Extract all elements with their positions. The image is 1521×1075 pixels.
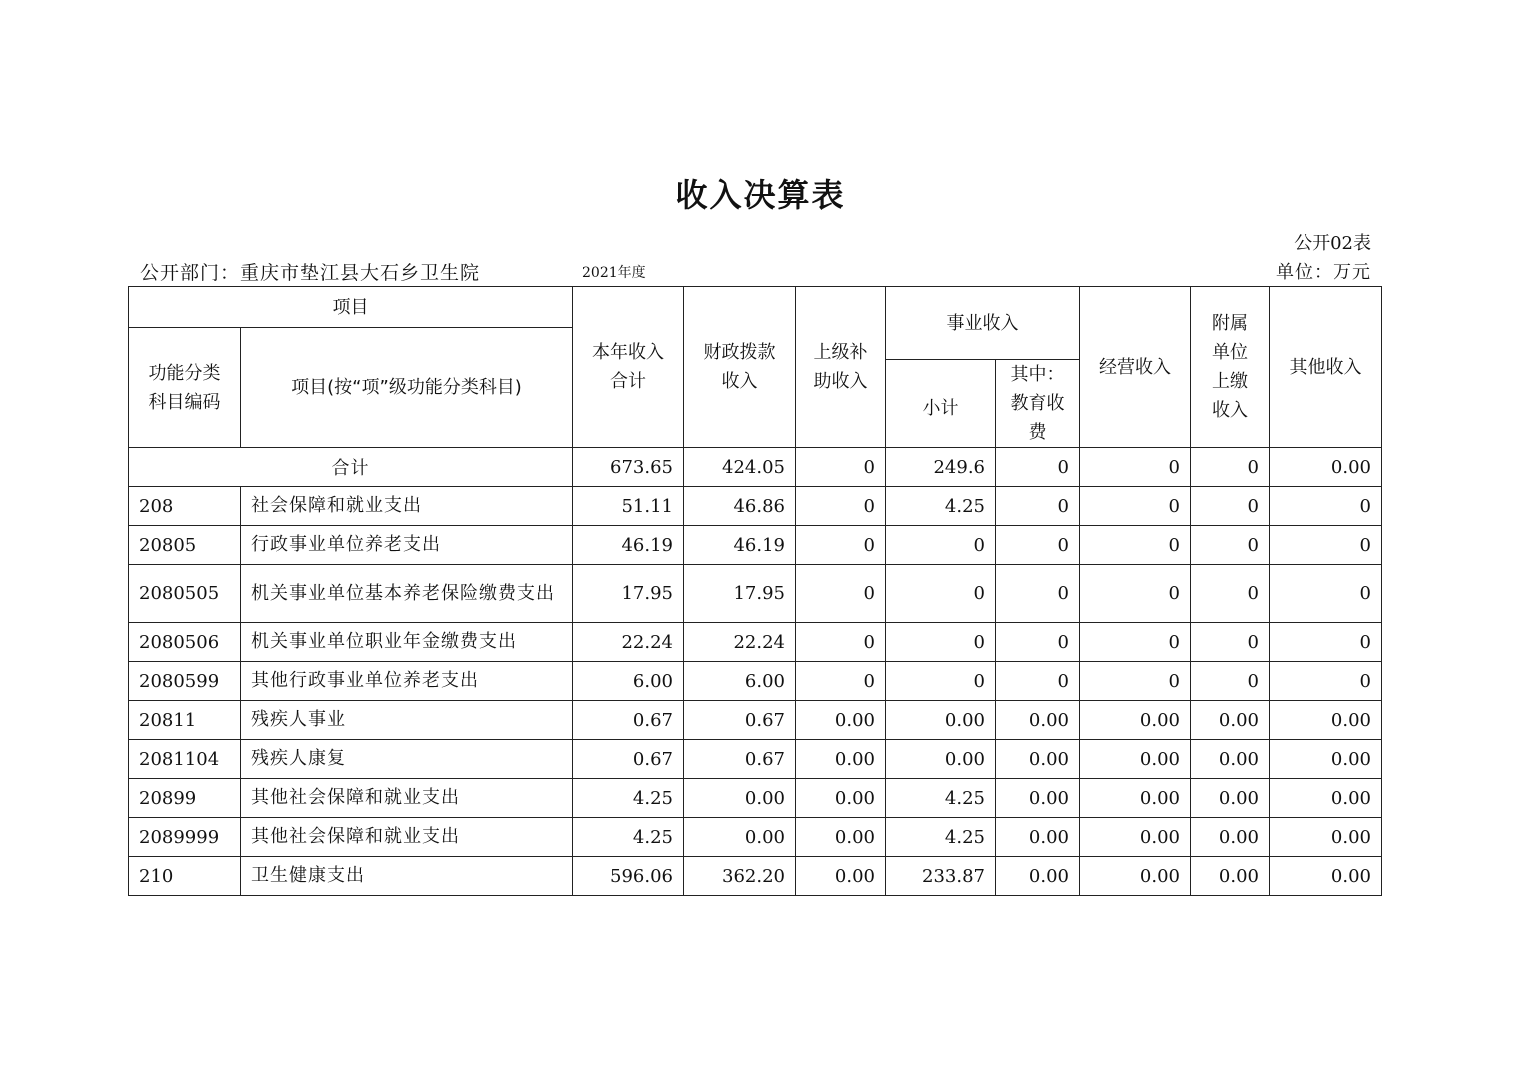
cell: 0 <box>1080 526 1191 565</box>
cell: 0 <box>996 526 1080 565</box>
cell: 0 <box>796 662 886 701</box>
cell: 0.00 <box>996 740 1080 779</box>
cell: 0.00 <box>996 818 1080 857</box>
form-number: 公开02表 <box>1294 233 1371 254</box>
cell: 0 <box>1270 565 1382 623</box>
cell: 0.00 <box>684 779 796 818</box>
cell: 22.24 <box>684 623 796 662</box>
cell: 0.00 <box>796 740 886 779</box>
cell: 4.25 <box>886 487 996 526</box>
cell: 0 <box>1270 662 1382 701</box>
cell: 0 <box>1191 448 1270 487</box>
cell: 0 <box>1270 487 1382 526</box>
header-superior-subsidy: 上级补助收入 <box>796 287 886 448</box>
row-code: 2080599 <box>129 662 241 701</box>
row-code: 2081104 <box>129 740 241 779</box>
table-row <box>129 623 1382 662</box>
cell: 4.25 <box>573 818 684 857</box>
cell: 424.05 <box>684 448 796 487</box>
cell: 0 <box>996 662 1080 701</box>
cell: 0 <box>796 565 886 623</box>
header-project: 项目 <box>129 287 573 328</box>
cell: 0 <box>996 565 1080 623</box>
table-row <box>129 701 1382 740</box>
unit-label: 单位：万元 <box>1276 262 1371 283</box>
cell: 0.00 <box>1080 818 1191 857</box>
cell: 0 <box>886 565 996 623</box>
cell: 0 <box>1191 662 1270 701</box>
cell: 0 <box>996 487 1080 526</box>
cell: 0.67 <box>684 701 796 740</box>
row-code: 2089999 <box>129 818 241 857</box>
cell: 46.86 <box>684 487 796 526</box>
cell: 249.6 <box>886 448 996 487</box>
cell: 17.95 <box>573 565 684 623</box>
cell: 0.00 <box>1191 818 1270 857</box>
cell: 0.00 <box>796 857 886 896</box>
page-title: 收入决算表 <box>675 176 846 214</box>
cell: 0 <box>796 487 886 526</box>
cell: 0.67 <box>573 701 684 740</box>
cell: 0.00 <box>1191 779 1270 818</box>
cell: 0 <box>1191 565 1270 623</box>
cell: 0.00 <box>796 779 886 818</box>
header-operating-income: 经营收入 <box>1080 287 1191 448</box>
table-row <box>129 526 1382 565</box>
cell: 0 <box>1080 565 1191 623</box>
cell: 0.00 <box>1191 857 1270 896</box>
row-code: 20811 <box>129 701 241 740</box>
row-name: 其他社会保障和就业支出 <box>241 818 573 857</box>
row-name: 残疾人康复 <box>241 740 573 779</box>
cell: 673.65 <box>573 448 684 487</box>
cell: 6.00 <box>684 662 796 701</box>
cell: 6.00 <box>573 662 684 701</box>
cell: 0 <box>1080 487 1191 526</box>
cell: 0.00 <box>1191 701 1270 740</box>
row-name: 卫生健康支出 <box>241 857 573 896</box>
header-item-name: 项目(按“项”级功能分类科目) <box>241 328 573 448</box>
row-name: 其他行政事业单位养老支出 <box>241 662 573 701</box>
cell: 4.25 <box>886 779 996 818</box>
table-row <box>129 487 1382 526</box>
cell: 0.00 <box>1270 857 1382 896</box>
cell: 0.00 <box>996 701 1080 740</box>
header-other-income: 其他收入 <box>1270 287 1382 448</box>
cell: 0.00 <box>996 779 1080 818</box>
cell: 22.24 <box>573 623 684 662</box>
row-name: 其他社会保障和就业支出 <box>241 779 573 818</box>
cell: 4.25 <box>573 779 684 818</box>
cell: 0.00 <box>1080 857 1191 896</box>
fiscal-year: 2021年度 <box>582 265 646 281</box>
cell: 0 <box>1270 526 1382 565</box>
header-business-income: 事业收入 <box>886 287 1080 360</box>
cell: 46.19 <box>684 526 796 565</box>
cell: 0.00 <box>1080 740 1191 779</box>
cell: 0 <box>1080 662 1191 701</box>
row-code: 2080506 <box>129 623 241 662</box>
cell: 0.00 <box>1270 740 1382 779</box>
row-name: 机关事业单位职业年金缴费支出 <box>241 623 573 662</box>
cell: 0 <box>1191 623 1270 662</box>
cell: 0 <box>796 448 886 487</box>
cell: 362.20 <box>684 857 796 896</box>
table-row <box>129 565 1382 623</box>
cell: 0.00 <box>1270 701 1382 740</box>
cell: 0.00 <box>1080 779 1191 818</box>
table-row <box>129 662 1382 701</box>
cell: 0 <box>796 623 886 662</box>
cell: 0.00 <box>886 701 996 740</box>
department-label: 公开部门：重庆市垫江县大石乡卫生院 <box>140 262 481 284</box>
row-name: 机关事业单位基本养老保险缴费支出 <box>241 565 573 623</box>
row-code: 210 <box>129 857 241 896</box>
total-label: 合计 <box>129 448 573 487</box>
total-row <box>129 448 1382 487</box>
cell: 0.00 <box>796 818 886 857</box>
cell: 0.00 <box>1270 818 1382 857</box>
cell: 0.00 <box>886 740 996 779</box>
cell: 596.06 <box>573 857 684 896</box>
header-function-code: 功能分类科目编码 <box>129 328 241 448</box>
cell: 0.00 <box>1080 701 1191 740</box>
cell: 0.67 <box>573 740 684 779</box>
cell: 17.95 <box>684 565 796 623</box>
table-row <box>129 740 1382 779</box>
header-subtotal: 小计 <box>886 360 996 448</box>
cell: 0 <box>796 526 886 565</box>
cell: 0.00 <box>1270 448 1382 487</box>
table-row <box>129 818 1382 857</box>
header-education-fee: 其中：教育收费 <box>996 360 1080 448</box>
cell: 0 <box>996 623 1080 662</box>
cell: 0 <box>1191 526 1270 565</box>
row-name: 社会保障和就业支出 <box>241 487 573 526</box>
cell: 0 <box>996 448 1080 487</box>
cell: 0 <box>886 623 996 662</box>
cell: 0.00 <box>1270 779 1382 818</box>
table-row <box>129 857 1382 896</box>
cell: 0 <box>886 662 996 701</box>
cell: 46.19 <box>573 526 684 565</box>
row-code: 2080505 <box>129 565 241 623</box>
cell: 51.11 <box>573 487 684 526</box>
cell: 0.00 <box>684 818 796 857</box>
table-row <box>129 779 1382 818</box>
cell: 233.87 <box>886 857 996 896</box>
cell: 0 <box>1080 623 1191 662</box>
row-code: 208 <box>129 487 241 526</box>
header-affiliated-income: 附属单位上缴收入 <box>1191 287 1270 448</box>
income-table <box>128 286 1382 896</box>
header-fiscal-appropriation: 财政拨款收入 <box>684 287 796 448</box>
cell: 0 <box>1191 487 1270 526</box>
row-name: 行政事业单位养老支出 <box>241 526 573 565</box>
cell: 0.00 <box>1191 740 1270 779</box>
cell: 0 <box>886 526 996 565</box>
cell: 0.00 <box>996 857 1080 896</box>
header-total-income: 本年收入合计 <box>573 287 684 448</box>
cell: 0.67 <box>684 740 796 779</box>
cell: 0 <box>1270 623 1382 662</box>
row-code: 20899 <box>129 779 241 818</box>
cell: 0.00 <box>796 701 886 740</box>
cell: 0 <box>1080 448 1191 487</box>
row-name: 残疾人事业 <box>241 701 573 740</box>
cell: 4.25 <box>886 818 996 857</box>
row-code: 20805 <box>129 526 241 565</box>
